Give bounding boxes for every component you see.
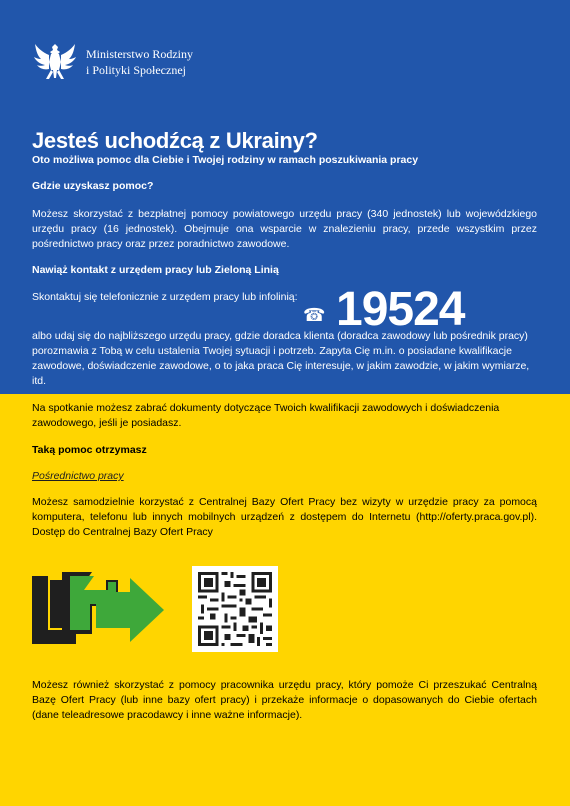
white-eagle-emblem-icon <box>32 40 78 84</box>
ministry-name-line2: i Polityki Społecznej <box>86 63 186 77</box>
offer-paragraph-2: Możesz również skorzystać z pomocy pracownika urzędu pracy, który pomoże Ci przeszukać Centralną Bazę Ofert Pracy (lub inne bazy ofert pracy) i przekaże informacje o dopasowanych do Ciebie ofertach (dane teleadresowe pracodawcy i inne ważne informacje). <box>32 679 537 721</box>
documents-paragraph: Na spotkanie możesz zabrać dokumenty dotyczące Twoich kwalifikacji zawodowych i doświadczenia zawodowego, jeśli je posiadasz. <box>32 402 500 429</box>
hotline-number: 19524 <box>336 283 465 336</box>
job-placement-link[interactable]: Pośrednictwo pracy <box>32 470 124 482</box>
qr-code-icon <box>192 566 278 652</box>
help-heading: Gdzie uzyskasz pomoc? <box>32 180 154 192</box>
contact-heading: Nawiąż kontakt z urzędem pracy lub Zieloną Linią <box>32 264 279 276</box>
help-paragraph: Możesz skorzystać z bezpłatnej pomocy powiatowego urzędu pracy (340 jednostek) lub wojewódzkiego urzędu pracy (16 jednostek). Obejmuje ona wsparcie w znalezieniu pracy, przede wszystkim przez pośrednictwo pracy oraz przez poradnictwo zawodowe. <box>32 208 537 250</box>
telephone-icon: ☎ <box>303 305 326 325</box>
page-subtitle: Oto możliwa pomoc dla Ciebie i Twojej rodziny w ramach poszukiwania pracy <box>32 154 419 166</box>
ministry-logo <box>32 40 193 84</box>
offer-paragraph: Możesz samodzielnie korzystać z Centralnej Bazy Ofert Pracy bez wizyty w urzędzie pracy za pomocą komputera, telefonu lub innych mobilnych urządzeń z dostępem do Internetu (http://oferty.praca.gov.pl). Dostęp do Centralnej Bazy Ofert Pracy <box>32 496 537 538</box>
offer-heading: Taką pomoc otrzymasz <box>32 444 147 456</box>
contact-intro: Skontaktuj się telefonicznie z urzędem pracy lub infolinią: <box>32 291 298 303</box>
contact-paragraph: albo udaj się do najbliższego urzędu pracy, gdzie doradca klienta (doradca zawodowy lub pośrednik pracy) porozmawia z Tobą w celu ustalenia Twojej sytuacji i potrzeb. Zapyta Cię m.in. o posiadane kwalifikacje zawodowe, doświadczenie zawodowe, o to jaka praca Cię interesuje, w jakim zawodzie, w jakim wymiarze, itd. <box>32 330 530 387</box>
page-title: Jesteś uchodźcą z Ukrainy? <box>32 128 318 153</box>
ministry-name-line1: Ministerstwo Rodziny <box>86 47 193 61</box>
blue-section <box>0 0 570 394</box>
cbop-arrows-logo-icon <box>32 570 166 649</box>
